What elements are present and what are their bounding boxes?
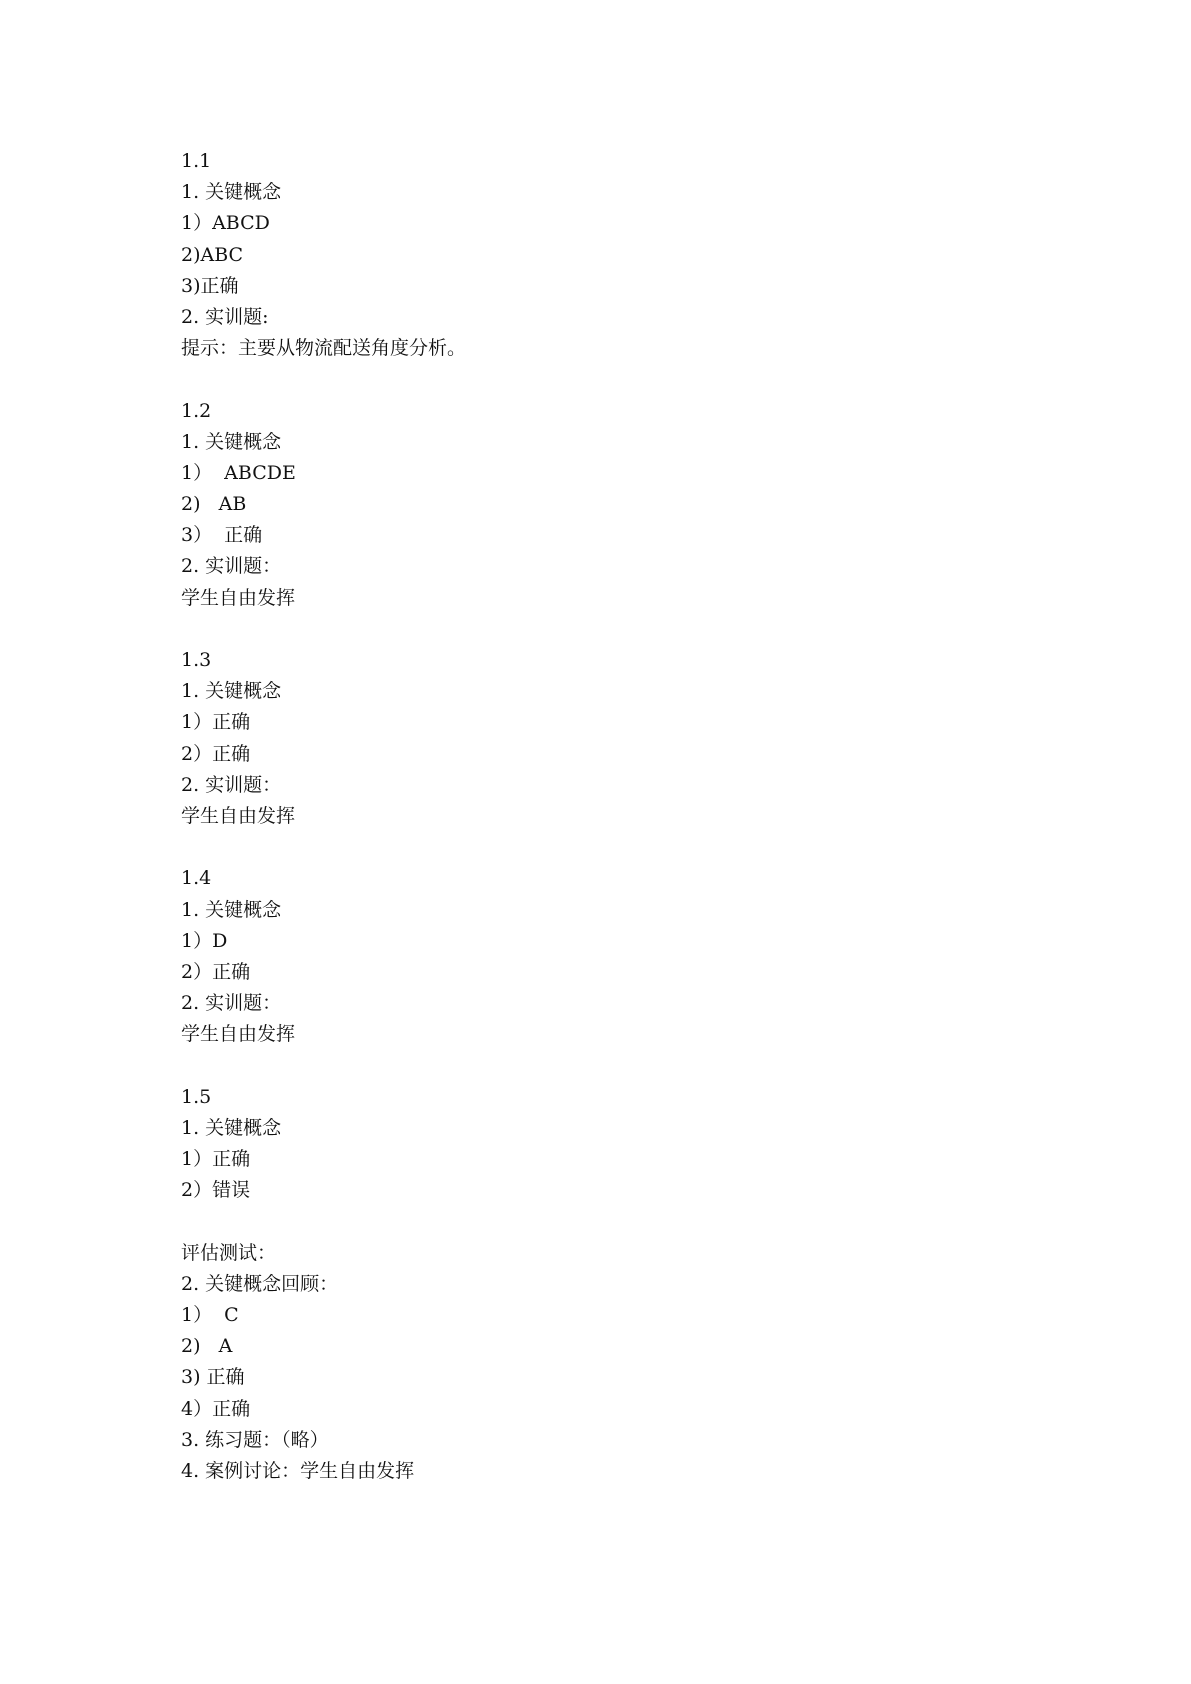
answer-key-content: [181, 146, 981, 1487]
section-spacer: [181, 364, 981, 395]
text-line: 学生自由发挥: [181, 804, 296, 827]
text-line: 1）D: [181, 929, 228, 952]
text-line: 2) AB: [181, 493, 247, 516]
text-line: 4. 案例讨论：学生自由发挥: [181, 1459, 415, 1482]
section-heading: 1.4: [181, 867, 212, 890]
text-line: 2. 实训题：: [181, 773, 282, 796]
text-line: 2. 实训题:: [181, 305, 269, 328]
text-line: 2)ABC: [181, 243, 244, 266]
section-heading: 评估测试：: [181, 1241, 277, 1264]
text-line: 提示：主要从物流配送角度分析。: [181, 337, 467, 360]
section-spacer: [181, 1050, 981, 1081]
text-line: 1）正确: [181, 711, 251, 734]
text-line: 2) A: [181, 1335, 233, 1358]
text-line: 2）错误: [181, 1179, 251, 1202]
section-spacer: [181, 1206, 981, 1237]
text-line: 2. 关键概念回顾：: [181, 1272, 339, 1295]
text-line: 1） ABCDE: [181, 461, 296, 484]
section-spacer: [181, 614, 981, 645]
text-line: 1） C: [181, 1303, 239, 1326]
text-line: 1. 关键概念: [181, 680, 282, 703]
section-heading: 1.3: [181, 649, 212, 671]
text-line: 2. 实训题：: [181, 992, 282, 1015]
text-line: 3)正确: [181, 274, 239, 297]
text-line: 1. 关键概念: [181, 430, 282, 453]
text-line: 学生自由发挥: [181, 586, 296, 609]
text-line: 4）正确: [181, 1397, 251, 1420]
text-line: 1. 关键概念: [181, 181, 282, 204]
section-spacer: [181, 832, 981, 863]
section-heading: 1.2: [181, 399, 212, 422]
text-line: 1. 关键概念: [181, 898, 282, 921]
text-line: 1. 关键概念: [181, 1116, 282, 1139]
text-line: 3) 正确: [181, 1366, 245, 1389]
text-line: 2）正确: [181, 742, 251, 765]
text-line: 3） 正确: [181, 524, 263, 547]
text-line: 1）ABCD: [181, 212, 270, 235]
text-line: 学生自由发挥: [181, 1023, 296, 1046]
section-heading: 1.5: [181, 1085, 212, 1108]
text-line: 1）正确: [181, 1148, 251, 1170]
text-line: 3. 练习题：（略）: [181, 1428, 329, 1451]
text-line: 2）正确: [181, 960, 251, 983]
section-heading: 1.1: [181, 150, 212, 172]
text-line: 2. 实训题：: [181, 555, 282, 578]
